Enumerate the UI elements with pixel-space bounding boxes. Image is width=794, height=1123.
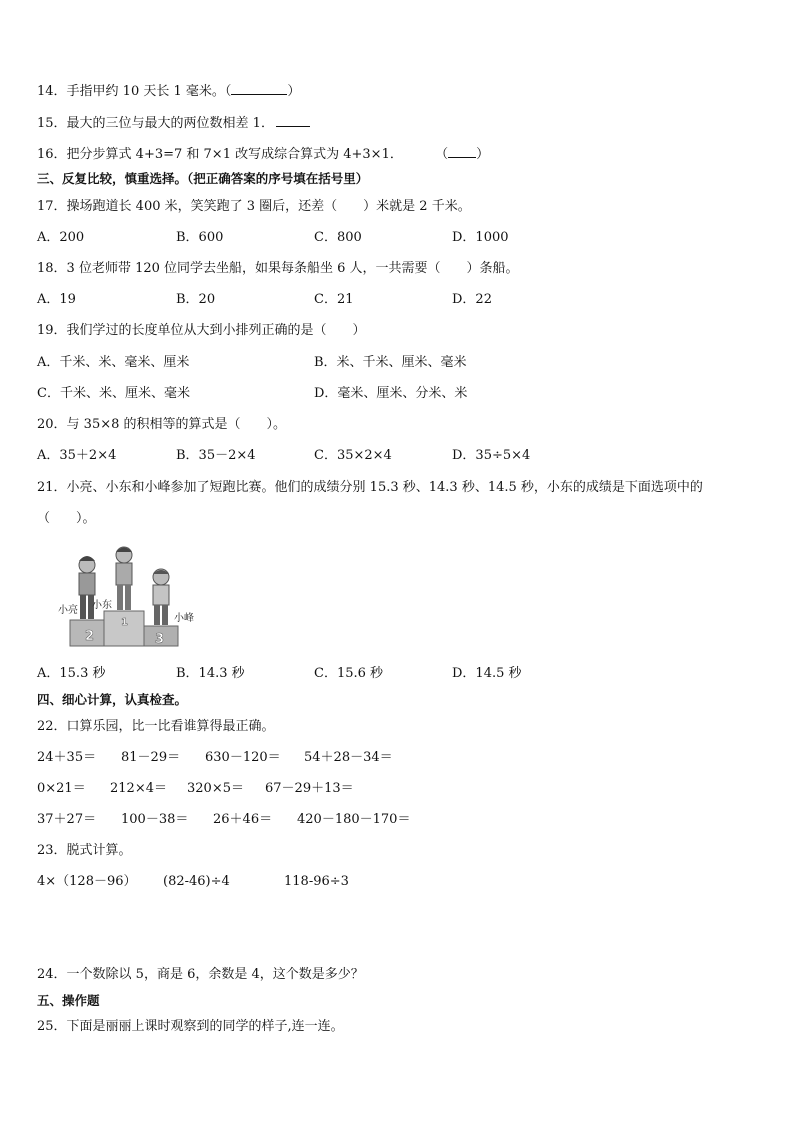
section-4-title: 四、细心计算，认真检查。	[37, 692, 188, 707]
calc-item: 26＋46＝	[213, 812, 273, 827]
section-3-title: 三、反复比较，慎重选择。（把正确答案的序号填在括号里）	[37, 171, 369, 186]
q19-option-a[interactable]: A．千米、米、毫米、厘米	[37, 355, 190, 370]
q18-option-d[interactable]: D．22	[452, 292, 492, 307]
label-xiaoliang: 小亮	[58, 605, 78, 616]
question-19: 19．我们学过的长度单位从大到小排列正确的是（ ）	[37, 323, 366, 338]
question-24: 24．一个数除以 5，商是 6，余数是 4，这个数是多少？	[37, 967, 364, 982]
question-20: 20．与 35×8 的积相等的算式是（ ）。	[37, 417, 287, 432]
q15-text: 15．最大的三位与最大的两位数相差 1．	[37, 116, 274, 131]
q18-option-a[interactable]: A．19	[37, 292, 76, 307]
question-18: 18．3 位老师带 120 位同学去坐船，如果每条船坐 6 人，一共需要（ ）条船。	[37, 261, 519, 276]
calc-item: 24＋35＝	[37, 750, 97, 765]
q19-option-d[interactable]: D．毫米、厘米、分米、米	[314, 386, 468, 401]
calc-item: 320×5＝	[187, 781, 244, 796]
q19-option-c[interactable]: C．千米、米、厘米、毫米	[37, 386, 190, 401]
calc-item: 212×4＝	[110, 781, 167, 796]
q17-option-b[interactable]: B．600	[176, 230, 224, 245]
question-25: 25．下面是丽丽上课时观察到的同学的样子,连一连。	[37, 1019, 344, 1034]
q20-option-b[interactable]: B．35－2×4	[176, 448, 256, 463]
calc-item: 630－120＝	[205, 750, 281, 765]
q14-text: 14．手指甲约 10 天长 1 毫米。（	[37, 84, 232, 99]
expression-item: 4×（128－96）	[37, 874, 137, 889]
calc-item: 0×21＝	[37, 781, 86, 796]
answer-blank[interactable]	[448, 145, 476, 158]
q20-option-a[interactable]: A．35＋2×4	[37, 448, 117, 463]
podium-illustration	[58, 545, 204, 649]
q18-option-c[interactable]: C．21	[314, 292, 354, 307]
q16-text: 16．把分步算式 4+3=7 和 7×1 改写成综合算式为 4+3×1．	[37, 147, 403, 162]
calc-item: 420－180－170＝	[297, 812, 411, 827]
q21-option-c[interactable]: C．15.6 秒	[314, 666, 384, 681]
label-xiaofeng: 小峰	[174, 613, 194, 624]
child-xiaofeng-figure	[153, 569, 169, 625]
expression-item: (82-46)÷4	[163, 874, 230, 889]
question-16	[37, 145, 489, 164]
calc-item: 54＋28－34＝	[304, 750, 393, 765]
q20-option-c[interactable]: C．35×2×4	[314, 448, 392, 463]
calc-item: 100－38＝	[121, 812, 189, 827]
q19-option-b[interactable]: B．米、千米、厘米、毫米	[314, 355, 467, 370]
q21-option-b[interactable]: B．14.3 秒	[176, 666, 245, 681]
question-21-paren: （ ）。	[37, 511, 96, 526]
question-17: 17．操场跑道长 400 米，笑笑跑了 3 圈后，还差（ ）米就是 2 千米。	[37, 199, 471, 214]
podium-svg	[58, 545, 204, 649]
calc-item: 81－29＝	[121, 750, 181, 765]
question-21: 21．小亮、小东和小峰参加了短跑比赛。他们的成绩分别 15.3 秒、14.3 秒、14.5 秒，小东的成绩是下面选项中的	[37, 480, 703, 495]
q17-option-d[interactable]: D．1000	[452, 230, 509, 245]
calc-item: 67－29＋13＝	[265, 781, 354, 796]
answer-blank[interactable]	[231, 82, 287, 95]
expression-item: 118-96÷3	[284, 874, 349, 889]
q18-option-b[interactable]: B．20	[176, 292, 216, 307]
q20-option-d[interactable]: D．35÷5×4	[452, 448, 531, 463]
section-5-title: 五、操作题	[37, 993, 100, 1008]
answer-blank[interactable]	[276, 114, 310, 127]
q16-paren-open: （	[435, 147, 449, 162]
q14-close: ）	[287, 84, 301, 99]
question-22: 22．口算乐园，比一比看谁算得最正确。	[37, 719, 275, 734]
podium-number-2: 2	[85, 629, 95, 644]
q21-option-a[interactable]: A．15.3 秒	[37, 666, 106, 681]
question-23: 23．脱式计算。	[37, 843, 132, 858]
q17-option-a[interactable]: A．200	[37, 230, 85, 245]
podium-number-1: 1	[121, 617, 128, 628]
question-15	[37, 114, 310, 133]
child-xiaodong-figure	[116, 547, 132, 610]
q16-paren-close: ）	[476, 147, 490, 162]
calc-item: 37＋27＝	[37, 812, 97, 827]
label-xiaodong: 小东	[92, 600, 112, 611]
q21-option-d[interactable]: D．14.5 秒	[452, 666, 522, 681]
q17-option-c[interactable]: C．800	[314, 230, 362, 245]
question-14	[37, 82, 300, 101]
podium-number-3: 3	[155, 632, 165, 647]
